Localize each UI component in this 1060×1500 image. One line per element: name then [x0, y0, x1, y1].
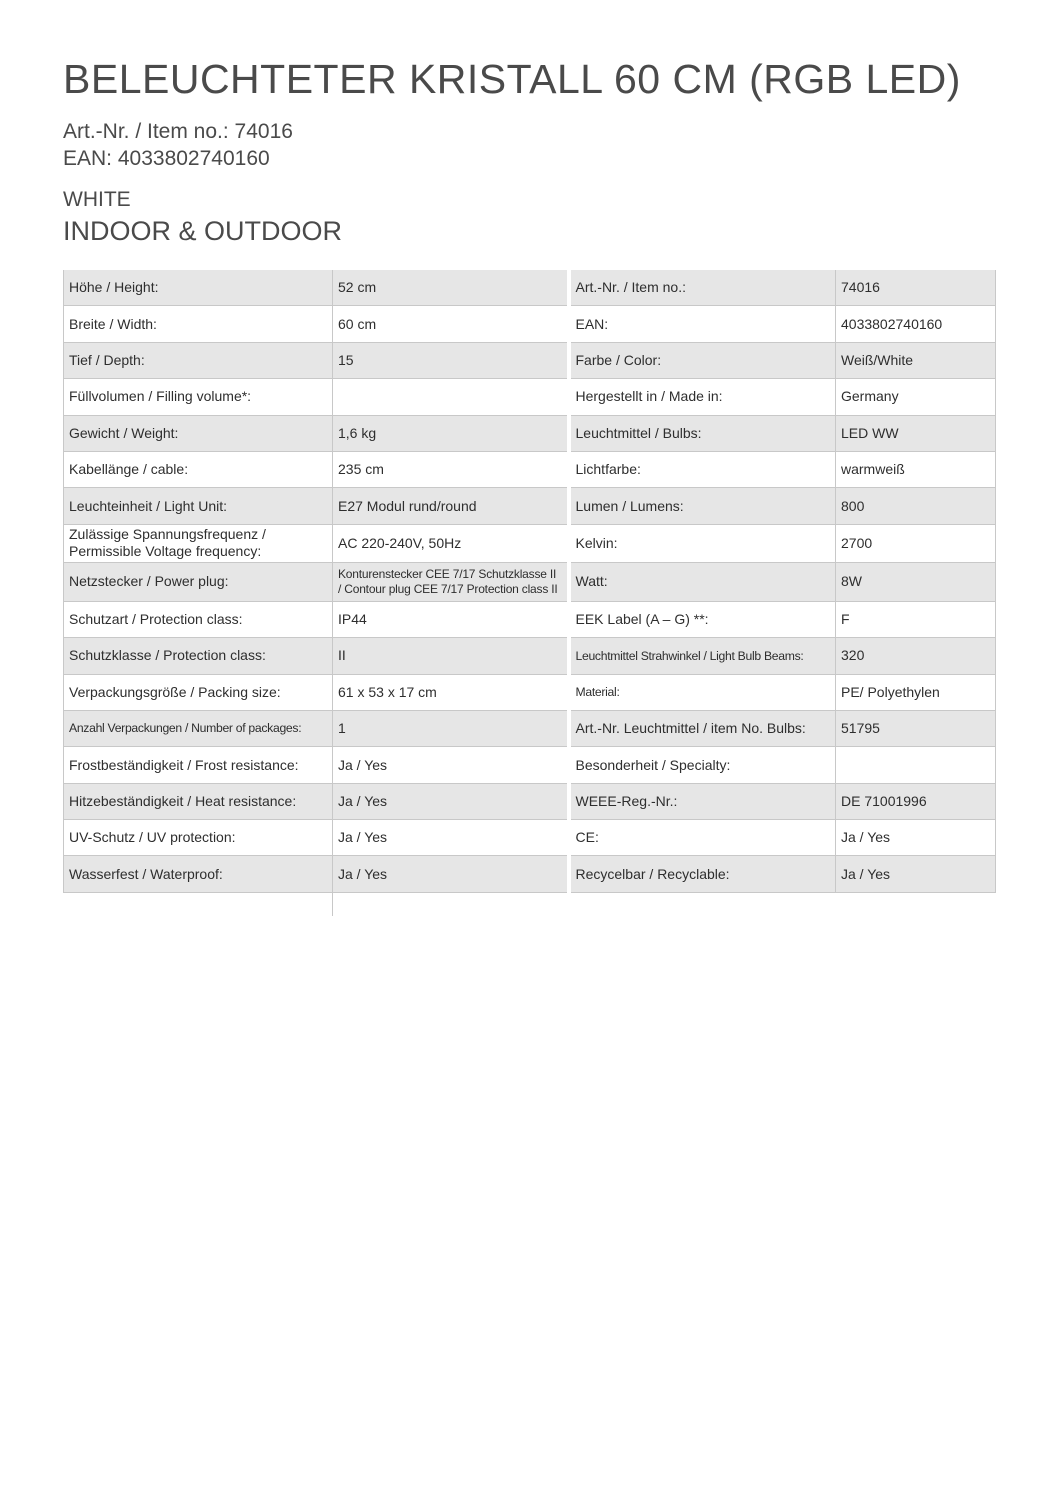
- spec-value: LED WW: [836, 415, 996, 451]
- spec-value: 61 x 53 x 17 cm: [333, 674, 569, 710]
- spec-value: warmweiß: [836, 451, 996, 487]
- spec-label: Leuchtmittel / Bulbs:: [569, 415, 836, 451]
- spec-value: DE 71001996: [836, 783, 996, 819]
- spec-label: Tief / Depth:: [64, 342, 333, 378]
- spec-value: F: [836, 601, 996, 637]
- table-row: [64, 820, 996, 856]
- spec-value: 8W: [836, 562, 996, 601]
- spec-table: [63, 270, 996, 893]
- spec-label: Lichtfarbe:: [569, 451, 836, 487]
- ean-number: EAN: 4033802740160: [63, 147, 270, 170]
- table-row: [64, 270, 996, 306]
- spec-value: Ja / Yes: [333, 783, 569, 819]
- spec-label: Gewicht / Weight:: [64, 415, 333, 451]
- spec-value: 800: [836, 488, 996, 524]
- spec-value: Konturenstecker CEE 7/17 Schutzklasse II / Contour plug CEE 7/17 Protection class II: [333, 562, 569, 601]
- spec-label: WEEE-Reg.-Nr.:: [569, 783, 836, 819]
- spec-label: EEK Label (A – G) **:: [569, 601, 836, 637]
- spec-value: 52 cm: [333, 270, 569, 306]
- table-row: [64, 562, 996, 601]
- product-title: BELEUCHTETER KRISTALL 60 CM (RGB LED): [63, 56, 961, 102]
- spec-value: Ja / Yes: [333, 820, 569, 856]
- table-row: [64, 379, 996, 415]
- table-row: [64, 524, 996, 562]
- table-row: [64, 710, 996, 746]
- spec-value: Weiß/White: [836, 342, 996, 378]
- spec-label: Schutzart / Protection class:: [64, 601, 333, 637]
- spec-label: Kabellänge / cable:: [64, 451, 333, 487]
- spec-label: Zulässige Spannungsfrequenz / Permissible Voltage frequency:: [64, 524, 333, 562]
- spec-label: Recycelbar / Recyclable:: [569, 856, 836, 892]
- table-row: [64, 856, 996, 892]
- item-number: Art.-Nr. / Item no.: 74016: [63, 120, 293, 143]
- spec-label: Watt:: [569, 562, 836, 601]
- spec-label: Art.-Nr. / Item no.:: [569, 270, 836, 306]
- usage-label: INDOOR & OUTDOOR: [63, 216, 343, 246]
- spec-label: Anzahl Verpackungen / Number of packages:: [64, 710, 333, 746]
- table-divider-tail: [332, 881, 333, 916]
- spec-value: 320: [836, 638, 996, 674]
- spec-label: Schutzklasse / Protection class:: [64, 638, 333, 674]
- spec-value: 4033802740160: [836, 306, 996, 342]
- table-row: [64, 342, 996, 378]
- spec-label: Breite / Width:: [64, 306, 333, 342]
- table-row: [64, 783, 996, 819]
- spec-value: 74016: [836, 270, 996, 306]
- table-row: [64, 638, 996, 674]
- spec-label: Kelvin:: [569, 524, 836, 562]
- spec-label: Füllvolumen / Filling volume*:: [64, 379, 333, 415]
- spec-value: 2700: [836, 524, 996, 562]
- spec-value: Ja / Yes: [333, 747, 569, 783]
- table-row: [64, 415, 996, 451]
- spec-value: II: [333, 638, 569, 674]
- spec-value: Ja / Yes: [836, 820, 996, 856]
- table-row: [64, 306, 996, 342]
- table-row: [64, 601, 996, 637]
- spec-label: Material:: [569, 674, 836, 710]
- spec-label: Verpackungsgröße / Packing size:: [64, 674, 333, 710]
- spec-value: [333, 379, 569, 415]
- spec-label: Wasserfest / Waterproof:: [64, 856, 333, 892]
- spec-label: Netzstecker / Power plug:: [64, 562, 333, 601]
- table-row: [64, 451, 996, 487]
- table-row: [64, 747, 996, 783]
- spec-value: Germany: [836, 379, 996, 415]
- spec-value: E27 Modul rund/round: [333, 488, 569, 524]
- spec-value: PE/ Polyethylen: [836, 674, 996, 710]
- spec-label: EAN:: [569, 306, 836, 342]
- spec-value: AC 220-240V, 50Hz: [333, 524, 569, 562]
- spec-label: Leuchtmittel Strahwinkel / Light Bulb Beams:: [569, 638, 836, 674]
- spec-label: Hitzebeständigkeit / Heat resistance:: [64, 783, 333, 819]
- spec-label: Frostbeständigkeit / Frost resistance:: [64, 747, 333, 783]
- spec-value: 51795: [836, 710, 996, 746]
- spec-value: 235 cm: [333, 451, 569, 487]
- spec-value: Ja / Yes: [836, 856, 996, 892]
- spec-label: Besonderheit / Specialty:: [569, 747, 836, 783]
- spec-label: Hergestellt in / Made in:: [569, 379, 836, 415]
- spec-label: Leuchteinheit / Light Unit:: [64, 488, 333, 524]
- spec-value: 1: [333, 710, 569, 746]
- spec-label: UV-Schutz / UV protection:: [64, 820, 333, 856]
- table-row: [64, 674, 996, 710]
- color-label: WHITE: [63, 188, 131, 211]
- spec-value: 1,6 kg: [333, 415, 569, 451]
- spec-label: Lumen / Lumens:: [569, 488, 836, 524]
- spec-label: Höhe / Height:: [64, 270, 333, 306]
- spec-value: 60 cm: [333, 306, 569, 342]
- spec-value: IP44: [333, 601, 569, 637]
- spec-label: Farbe / Color:: [569, 342, 836, 378]
- spec-value: Ja / Yes: [333, 856, 569, 892]
- spec-value: 15: [333, 342, 569, 378]
- spec-label: CE:: [569, 820, 836, 856]
- table-row: [64, 488, 996, 524]
- spec-label: Art.-Nr. Leuchtmittel / item No. Bulbs:: [569, 710, 836, 746]
- spec-value: [836, 747, 996, 783]
